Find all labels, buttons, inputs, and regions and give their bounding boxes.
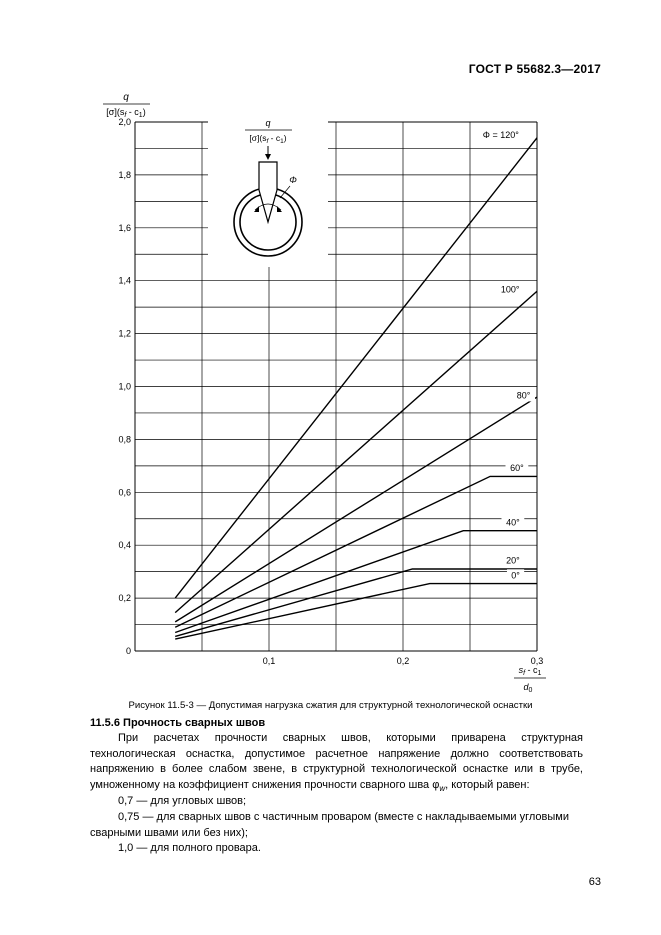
x-tick-label: 0,1 [262, 656, 276, 666]
x-axis-label [514, 665, 546, 694]
series-label: 40° [506, 517, 520, 528]
x-tick-label: 0,3 [530, 656, 544, 666]
y-tick-label: 0,2 [118, 593, 131, 604]
y-label-denominator: $[\sigma](s_f - c_1)$ [106, 107, 146, 119]
list-item: 0,75 — для сварных швов с частичным проваром (вместе с накладываемыми угловыми сварными швами или без них); [90, 811, 569, 839]
y-axis-label [103, 92, 150, 119]
y-tick-label: 1,0 [118, 381, 131, 392]
list-item: 0,7 — для угловых швов; [118, 795, 247, 807]
series-label: 0° [511, 570, 520, 581]
section-title: 11.5.6 Прочность сварных швов [90, 717, 266, 729]
y-tick-label: 0,8 [118, 434, 131, 445]
inset-label-denominator: $[\sigma](s_f - c_1)$ [249, 133, 287, 145]
inset-diagram [208, 117, 328, 267]
y-tick-label: 2,0 [118, 117, 131, 127]
series-line [175, 531, 537, 633]
chart-series-labels [475, 129, 535, 581]
x-label-numerator: $s_f - c_1$ [518, 665, 542, 677]
y-tick-label: 0,6 [118, 487, 131, 498]
x-tick-label: 0,2 [396, 656, 410, 666]
series-line [175, 397, 537, 622]
y-tick-label: 1,2 [118, 328, 131, 339]
y-tick-label: 1,8 [118, 169, 131, 180]
y-tick-label: 1,6 [118, 222, 131, 233]
y-tick-label: 1,4 [118, 275, 131, 286]
series-label: 100° [500, 284, 520, 295]
y-label-numerator: q [123, 92, 129, 103]
series-line [175, 584, 537, 640]
series-label: Φ = 120° [482, 129, 519, 140]
y-tick-label: 0,4 [118, 540, 131, 551]
figure-caption: Рисунок 11.5-3 — Допустимая нагрузка сжатия для структурной технологической оснастки [128, 700, 533, 711]
series-line [175, 569, 537, 636]
page-number: 63 [588, 876, 601, 888]
y-tick-label: 0 [125, 646, 131, 656]
document-header: ГОСТ Р 55682.3—2017 [468, 62, 601, 76]
series-label: 20° [506, 555, 520, 566]
list-item: 1,0 — для полного провара. [118, 842, 261, 854]
series-label: 60° [510, 463, 524, 474]
angle-label: Φ [289, 175, 297, 185]
inset-label-numerator: q [265, 118, 271, 128]
series-label: 80° [516, 390, 531, 401]
x-label-denominator: $d_0$ [523, 682, 533, 694]
series-line [175, 291, 537, 612]
series-line [175, 476, 537, 627]
section-intro: При расчетах прочности сварных швов, которыми приварена структурная технологическая оснастка, допустимое расчетное напряжение должно соответствовать напряжению в более слабом звене, в структурной технологической оснастке или в трубе, умноженному на коэффициент снижения прочности сварного шва $\varphi_w$, который равен: [90, 732, 583, 793]
